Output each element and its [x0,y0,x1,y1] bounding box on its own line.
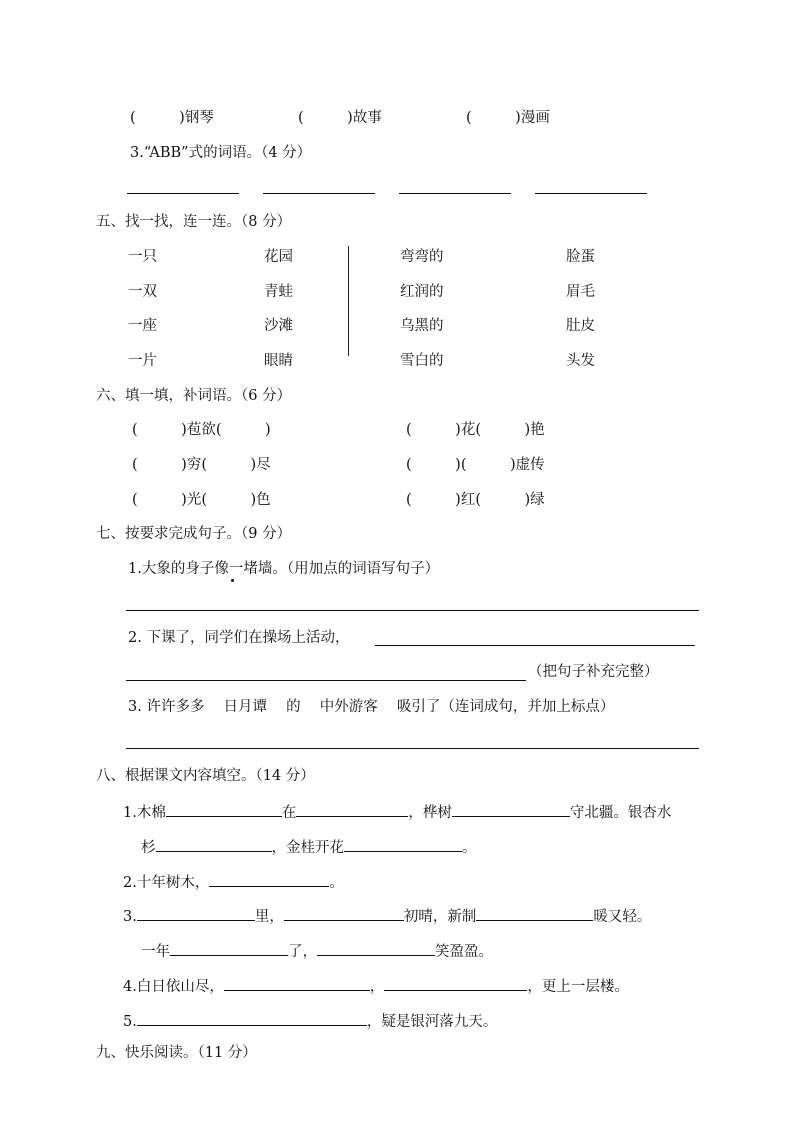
match-left2-item: 沙滩 [264,318,293,334]
idiom-fill-right: ( )花( )艳 [406,422,545,438]
match-left2-item: 青蛙 [264,284,293,300]
text: 5. [123,1014,137,1030]
recite-q1-line1 [123,802,671,823]
blank [156,837,272,852]
recite-q3-line1 [123,906,651,927]
blank [137,1011,367,1026]
answer-line-q2a [375,645,695,646]
blank [166,802,282,817]
blank [209,872,329,887]
sentence-q3: 3. 许许多多 日月谭 的 中外游客 吸引了（连词成句，并加上标点） [128,699,615,715]
match-right1-item: 乌黑的 [400,318,444,334]
match-right1-item: 雪白的 [400,353,444,369]
text: ，桦树 [408,805,452,821]
answer-line-q1 [126,610,699,611]
blank [317,941,435,956]
answer-line-q2b [126,680,526,681]
recite-q1-line2 [141,837,477,858]
sentence-q2: 2. 下课了，同学们在操场上活动， [128,630,350,646]
match-divider [348,246,349,356]
text: 。 [329,875,344,891]
match-left1-item: 一只 [128,249,157,265]
text: 暖又轻。 [593,909,652,925]
question-abb: 3.“ABB”式的词语。（4 分） [130,145,312,161]
recite-q4 [123,976,629,997]
text: 2.十年树木， [123,875,210,891]
idiom-fill-left: ( )穷( )尽 [132,457,271,473]
match-left1-item: 一双 [128,284,157,300]
idiom-fill-right: ( )红( )绿 [406,492,545,508]
text: 笑盈盈。 [435,944,493,960]
fill-item-story: ( )故事 [298,110,382,126]
blank [344,837,462,852]
text: 。 [462,840,477,856]
match-right1-item: 红润的 [400,284,444,300]
answer-line-abb-1 [127,193,239,194]
idiom-fill-left: ( )光( )色 [132,492,271,508]
text: ，金桂开花 [271,840,344,856]
idiom-fill-left: ( )苞欲( ) [132,422,271,438]
text: 3. [123,909,137,925]
match-left1-item: 一座 [128,318,157,334]
fill-item-comic: ( )漫画 [466,110,550,126]
blank [476,906,593,921]
match-left2-item: 花园 [264,249,293,265]
text: ，更上一层楼。 [527,979,629,995]
recite-q2 [123,872,344,893]
match-right2-item: 肚皮 [566,318,595,334]
section-5-title: 五、找一找，连一连。（8 分） [96,214,292,230]
match-right2-item: 眉毛 [566,284,595,300]
blank [137,906,255,921]
text: ， [369,979,385,995]
match-left1-item: 一片 [128,353,157,369]
blank [224,976,370,991]
emphasis-dot [231,579,234,582]
recite-q3-line2 [141,941,493,962]
idiom-fill-right: ( )( )虚传 [406,457,545,473]
recite-q5 [123,1011,497,1032]
match-left2-item: 眼睛 [264,353,293,369]
match-right2-item: 头发 [566,353,595,369]
text: 了， [288,944,317,960]
fill-item-piano: ( )钢琴 [130,110,214,126]
section-6-title: 六、填一填，补词语。（6 分） [96,388,292,404]
answer-line-abb-4 [535,193,647,194]
text: ，疑是银河落九天。 [366,1014,498,1030]
blank [296,802,408,817]
match-right2-item: 脸蛋 [566,249,595,265]
answer-line-q3 [126,748,699,749]
match-right1-item: 弯弯的 [400,249,444,265]
sentence-q1: 1.大象的身子像一堵墙。（用加点的词语写句子） [128,561,440,577]
blank [170,941,288,956]
text: 杉 [141,840,156,856]
section-7-title: 七、按要求完成句子。（9 分） [96,526,292,542]
text: 守北疆。银杏水 [569,805,672,821]
text: 在 [281,805,297,821]
text: 1.木棉 [123,805,166,821]
answer-line-abb-2 [263,193,375,194]
text: 4.白日依山尽， [123,979,224,995]
section-8-title: 八、根据课文内容填空。（14 分） [96,768,315,784]
blank [452,802,570,817]
blank [284,906,404,921]
blank [384,976,527,991]
text: 里， [254,909,284,925]
sentence-q2-note: （把句子补充完整） [528,664,659,680]
text: 初晴，新制 [403,909,477,925]
section-9-title: 九、快乐阅读。（11 分） [96,1045,257,1061]
text: 一年 [141,944,170,960]
answer-line-abb-3 [399,193,511,194]
